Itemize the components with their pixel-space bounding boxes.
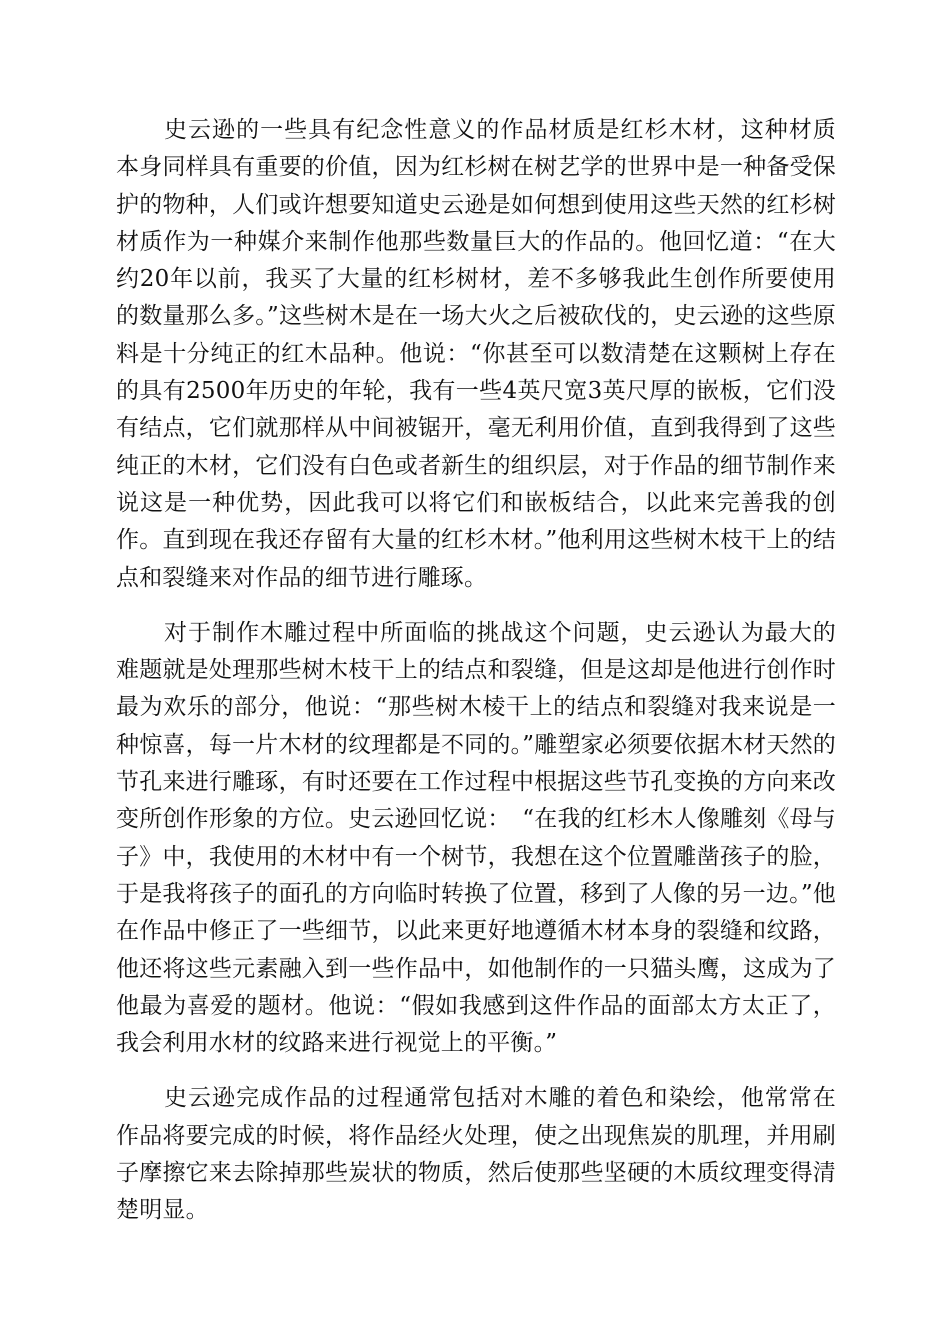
document-body <box>116 112 836 1230</box>
paragraph-redwood-material: 史云逊的一些具有纪念性意义的作品材质是红杉木材，这种材质本身同样具有重要的价值，因为红杉树在树艺学的世界中是一种备受保护的物种，人们或许想要知道史云逊是如何想到使用这些天然的红杉树材质作为一种媒介来制作他那些数量巨大的作品的。他回忆道：“在大约20年以前，我买了大量的红杉树材，差不多够我此生创作所要使用的数量那么多。”这些树木是在一场大火之后被砍伐的，史云逊的这些原料是十分纯正的红木品种。他说：“你甚至可以数清楚在这颗树上存在的具有2500年历史的年轮，我有一些4英尺宽3英尺厚的嵌板，它们没有结点，它们就那样从中间被锯开，毫无利用价值，直到我得到了这些纯正的木材，它们没有白色或者新生的组织层，对于作品的细节制作来说这是一种优势，因此我可以将它们和嵌板结合，以此来完善我的创作。直到现在我还存留有大量的红杉木材。”他利用这些树木枝干上的结点和裂缝来对作品的细节进行雕琢。 <box>116 117 836 591</box>
paragraph-carving-challenges: 对于制作木雕过程中所面临的挑战这个问题，史云逊认为最大的难题就是处理那些树木枝干上的结点和裂缝，但是这却是他进行创作时最为欢乐的部分，他说：“那些树木棱干上的结点和裂缝对我来说是一种惊喜，每一片木材的纹理都是不同的。”雕塑家必须要依据木材天然的节孔来进行雕琢，有时还要在工作过程中根据这些节孔变换的方向来改变所创作形象的方位。史云逊回忆说： “在我的红杉木人像雕刻《母与子》中，我使用的木材中有一个树节，我想在这个位置雕凿孩子的脸，于是我将孩子的面孔的方向临时转换了位置，移到了人像的另一边。”他在作品中修正了一些细节，以此来更好地遵循木材本身的裂缝和纹路，他还将这些元素融入到一些作品中，如他制作的一只猫头鹰，这成为了他最为喜爱的题材。他说：“假如我感到这件作品的面部太方太正了，我会利用水材的纹路来进行视觉上的平衡。” <box>116 619 836 1057</box>
paragraph-finishing-process: 史云逊完成作品的过程通常包括对木雕的着色和染绘，他常常在作品将要完成的时候，将作品经火处理，使之出现焦炭的肌理，并用刷子摩擦它来去除掉那些炭状的物质，然后使那些坚硬的木质纹理变得清楚明显。 <box>116 1085 836 1224</box>
